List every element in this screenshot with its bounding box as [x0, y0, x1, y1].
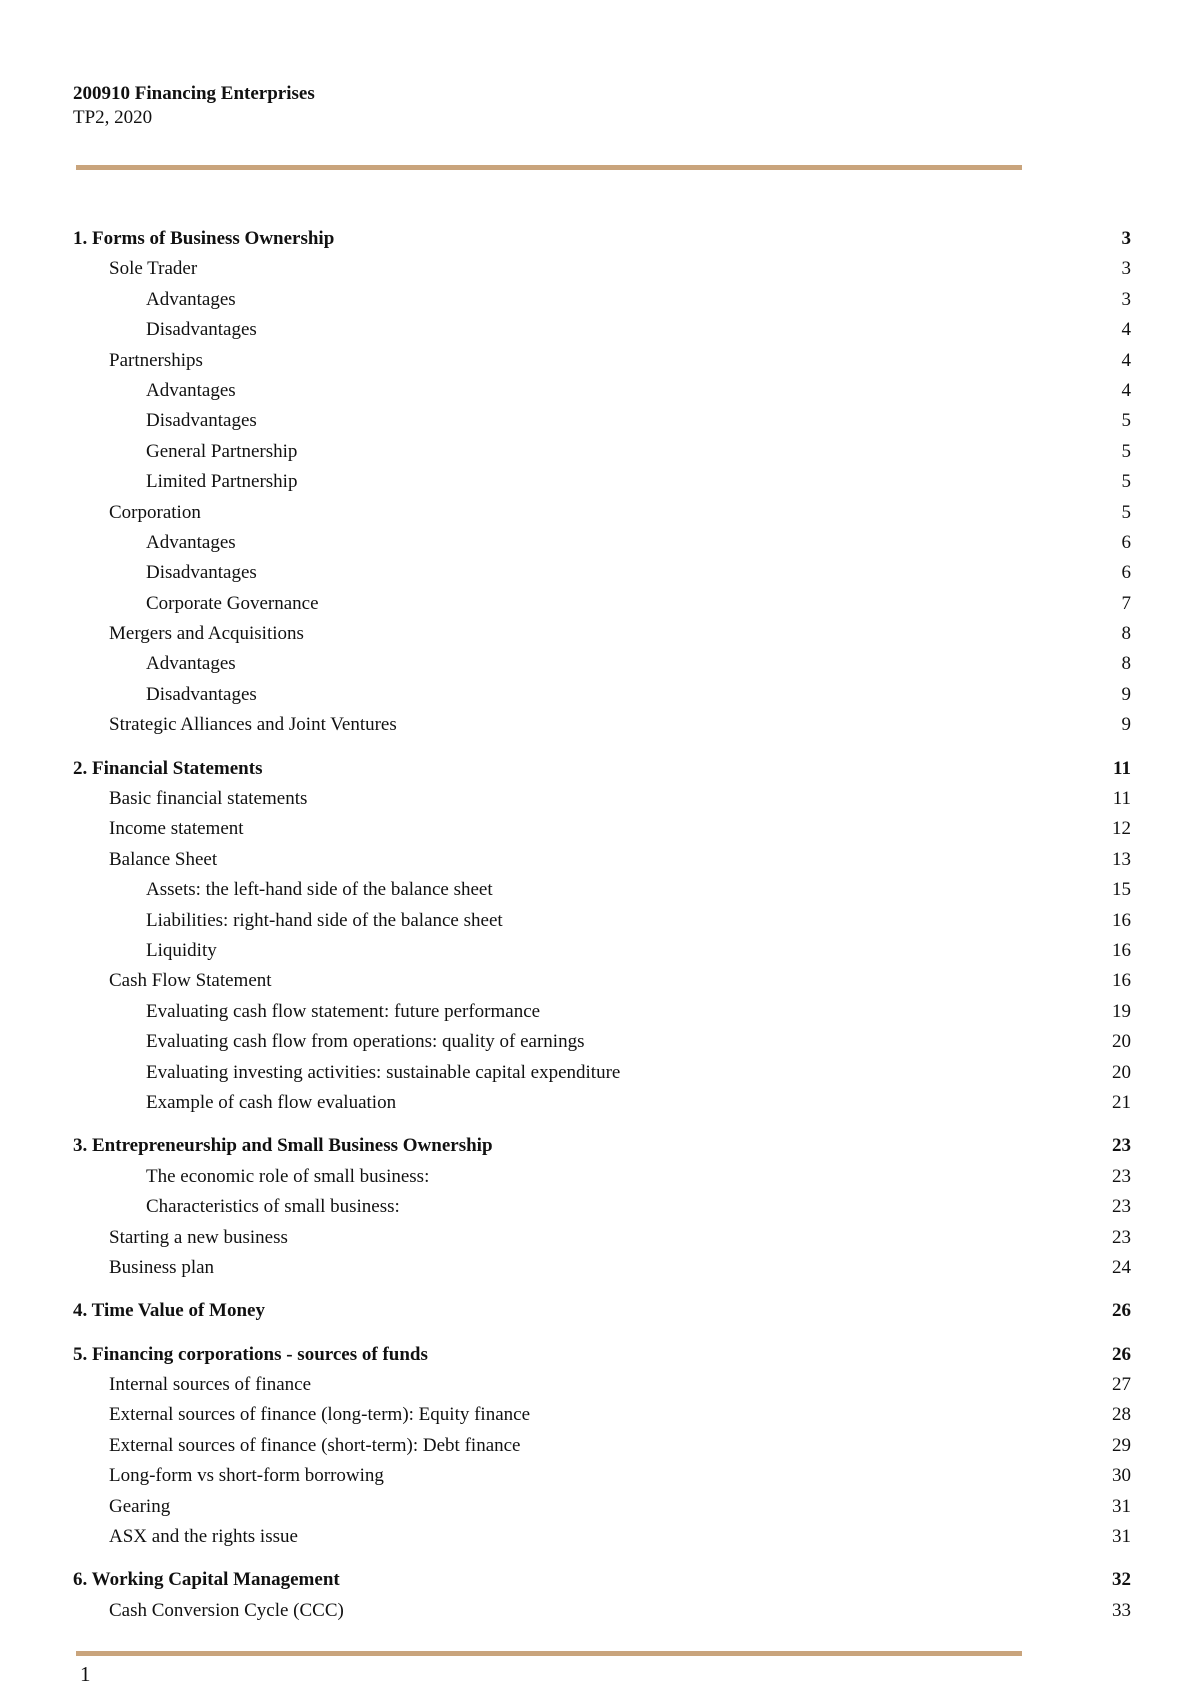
toc-entry[interactable] — [73, 558, 1131, 588]
toc-entry[interactable] — [73, 1223, 1131, 1253]
toc-entry[interactable] — [73, 875, 1131, 905]
toc-entry-title: Gearing — [109, 1495, 171, 1517]
course-title: 200910 Financing Enterprises — [73, 83, 315, 104]
toc-entry-page-number: 26 — [1112, 1300, 1131, 1322]
toc-entry-page-number: 12 — [1112, 818, 1131, 840]
toc-entry-page-number: 7 — [1121, 592, 1131, 614]
toc-section-entry[interactable] — [73, 1296, 1131, 1326]
toc-entry[interactable] — [73, 1370, 1131, 1400]
document-header — [73, 82, 315, 130]
toc-entry[interactable] — [73, 1162, 1131, 1192]
toc-entry-title: Advantages — [146, 379, 236, 401]
toc-entry-page-number: 16 — [1112, 939, 1131, 961]
toc-entry-page-number: 26 — [1112, 1343, 1131, 1365]
toc-entry-page-number: 4 — [1121, 319, 1131, 341]
toc-entry-title: Long-form vs short-form borrowing — [109, 1465, 384, 1487]
toc-entry-page-number: 8 — [1121, 623, 1131, 645]
toc-entry[interactable] — [73, 680, 1131, 710]
term-label: TP2, 2020 — [73, 107, 153, 128]
toc-entry-title: Internal sources of finance — [109, 1374, 312, 1396]
toc-entry-title: Cash Conversion Cycle (CCC) — [109, 1599, 344, 1621]
toc-entry-title: Limited Partnership — [146, 471, 298, 493]
toc-entry-title: Advantages — [146, 288, 236, 310]
toc-section-entry[interactable] — [73, 1340, 1131, 1370]
toc-entry-title: Strategic Alliances and Joint Ventures — [109, 714, 397, 736]
toc-entry-page-number: 30 — [1112, 1465, 1131, 1487]
toc-entry[interactable] — [73, 710, 1131, 740]
toc-entry-page-number: 16 — [1112, 909, 1131, 931]
toc-entry-title: ASX and the rights issue — [109, 1526, 298, 1548]
toc-entry[interactable] — [73, 467, 1131, 497]
toc-entry[interactable] — [73, 1088, 1131, 1118]
toc-entry-title: Business plan — [109, 1256, 215, 1278]
toc-section-entry[interactable] — [73, 1565, 1131, 1595]
toc-entry-title: Disadvantages — [146, 410, 257, 432]
toc-entry-title: Income statement — [109, 818, 244, 840]
toc-entry-page-number: 32 — [1112, 1569, 1131, 1591]
toc-entry-title: 2. Financial Statements — [73, 757, 263, 779]
toc-entry-page-number: 23 — [1112, 1165, 1131, 1187]
toc-entry-title: Corporate Governance — [146, 592, 319, 614]
toc-entry-page-number: 20 — [1112, 1061, 1131, 1083]
toc-entry-title: 3. Entrepreneurship and Small Business Ownership — [73, 1135, 493, 1157]
toc-entry-title: Evaluating investing activities: sustainable capital expenditure — [146, 1061, 621, 1083]
toc-entry-title: Cash Flow Statement — [109, 970, 272, 992]
toc-entry-page-number: 3 — [1121, 258, 1131, 280]
toc-entry[interactable] — [73, 1522, 1131, 1552]
toc-entry[interactable] — [73, 498, 1131, 528]
toc-entry[interactable] — [73, 1192, 1131, 1222]
toc-entry-title: Advantages — [146, 531, 236, 553]
toc-entry[interactable] — [73, 376, 1131, 406]
toc-entry[interactable] — [73, 649, 1131, 679]
toc-entry-title: Assets: the left-hand side of the balance sheet — [146, 879, 493, 901]
toc-entry-page-number: 9 — [1121, 683, 1131, 705]
toc-entry[interactable] — [73, 1461, 1131, 1491]
toc-entry[interactable] — [73, 845, 1131, 875]
toc-entry-title: Characteristics of small business: — [146, 1196, 400, 1218]
toc-entry-page-number: 3 — [1121, 288, 1131, 310]
toc-entry-title: External sources of finance (short-term): Debt finance — [109, 1434, 521, 1456]
toc-entry[interactable] — [73, 906, 1131, 936]
toc-entry-page-number: 33 — [1112, 1599, 1131, 1621]
toc-entry[interactable] — [73, 997, 1131, 1027]
toc-entry[interactable] — [73, 346, 1131, 376]
toc-entry[interactable] — [73, 528, 1131, 558]
toc-entry-page-number: 5 — [1121, 501, 1131, 523]
toc-entry-title: Starting a new business — [109, 1226, 288, 1248]
toc-entry[interactable] — [73, 1400, 1131, 1430]
toc-entry-page-number: 5 — [1121, 440, 1131, 462]
toc-entry-title: 4. Time Value of Money — [73, 1300, 265, 1322]
toc-entry-title: External sources of finance (long-term): Equity finance — [109, 1404, 530, 1426]
toc-entry[interactable] — [73, 936, 1131, 966]
toc-entry[interactable] — [73, 1492, 1131, 1522]
toc-entry-title: 5. Financing corporations - sources of funds — [73, 1343, 428, 1365]
toc-entry[interactable] — [73, 619, 1131, 649]
toc-entry-page-number: 24 — [1112, 1256, 1131, 1278]
toc-entry-title: Disadvantages — [146, 683, 257, 705]
toc-entry-title: 6. Working Capital Management — [73, 1569, 340, 1591]
toc-entry-title: Balance Sheet — [109, 848, 218, 870]
toc-entry[interactable] — [73, 589, 1131, 619]
toc-entry-page-number: 6 — [1121, 531, 1131, 553]
toc-entry-page-number: 4 — [1121, 349, 1131, 371]
toc-entry-page-number: 27 — [1112, 1374, 1131, 1396]
toc-entry-title: Disadvantages — [146, 562, 257, 584]
toc-entry[interactable] — [73, 285, 1131, 315]
toc-entry-page-number: 23 — [1112, 1196, 1131, 1218]
table-of-contents — [73, 224, 1131, 1626]
toc-entry-title: Mergers and Acquisitions — [109, 623, 304, 645]
toc-section-entry[interactable] — [73, 224, 1131, 254]
toc-entry-title: Example of cash flow evaluation — [146, 1091, 397, 1113]
toc-entry-page-number: 8 — [1121, 653, 1131, 675]
toc-entry-page-number: 31 — [1112, 1526, 1131, 1548]
toc-entry[interactable] — [73, 966, 1131, 996]
toc-entry-page-number: 5 — [1121, 410, 1131, 432]
toc-entry-title: Partnerships — [109, 349, 203, 371]
toc-entry[interactable] — [73, 1431, 1131, 1461]
toc-entry-page-number: 13 — [1112, 848, 1131, 870]
toc-section-entry[interactable] — [73, 1131, 1131, 1161]
toc-entry-title: General Partnership — [146, 440, 298, 462]
toc-entry[interactable] — [73, 1253, 1131, 1283]
toc-entry-page-number: 23 — [1112, 1135, 1131, 1157]
toc-entry-page-number: 20 — [1112, 1031, 1131, 1053]
toc-entry[interactable] — [73, 1058, 1131, 1088]
toc-entry-page-number: 21 — [1112, 1091, 1131, 1113]
toc-entry-page-number: 19 — [1112, 1000, 1131, 1022]
toc-entry-page-number: 11 — [1113, 757, 1131, 779]
toc-entry-title: Evaluating cash flow statement: future performance — [146, 1000, 541, 1022]
page-number: 1 — [80, 1662, 91, 1686]
toc-entry-title: Disadvantages — [146, 319, 257, 341]
toc-entry[interactable] — [73, 315, 1131, 345]
toc-entry-page-number: 28 — [1112, 1404, 1131, 1426]
toc-entry-title: The economic role of small business: — [146, 1165, 430, 1187]
toc-entry-title: Sole Trader — [109, 258, 198, 280]
toc-entry-title: Basic financial statements — [109, 788, 308, 810]
toc-entry-page-number: 6 — [1121, 562, 1131, 584]
toc-entry-title: Corporation — [109, 501, 201, 523]
toc-entry-page-number: 3 — [1121, 228, 1131, 249]
toc-entry[interactable] — [73, 254, 1131, 284]
toc-entry-page-number: 11 — [1112, 788, 1131, 810]
toc-entry-title: Evaluating cash flow from operations: quality of earnings — [146, 1031, 585, 1053]
toc-entry-page-number: 4 — [1121, 379, 1131, 401]
toc-entry-title: Advantages — [146, 653, 236, 675]
toc-entry[interactable] — [73, 406, 1131, 436]
toc-entry[interactable] — [73, 814, 1131, 844]
toc-entry-title: 1. Forms of Business Ownership — [73, 228, 335, 249]
toc-entry-page-number: 23 — [1112, 1226, 1131, 1248]
toc-entry-page-number: 31 — [1112, 1495, 1131, 1517]
footer-divider — [76, 1651, 1022, 1656]
toc-entry-page-number: 29 — [1112, 1434, 1131, 1456]
toc-entry-page-number: 16 — [1112, 970, 1131, 992]
toc-entry[interactable] — [73, 784, 1131, 814]
toc-entry-title: Liquidity — [146, 939, 217, 961]
toc-entry[interactable] — [73, 1027, 1131, 1057]
toc-entry-title: Liabilities: right-hand side of the balance sheet — [146, 909, 503, 931]
toc-entry-page-number: 9 — [1121, 714, 1131, 736]
toc-section-entry[interactable] — [73, 754, 1131, 784]
toc-entry[interactable] — [73, 437, 1131, 467]
header-divider — [76, 165, 1022, 170]
toc-entry[interactable] — [73, 1596, 1131, 1626]
toc-entry-page-number: 5 — [1121, 471, 1131, 493]
toc-entry-page-number: 15 — [1112, 879, 1131, 901]
